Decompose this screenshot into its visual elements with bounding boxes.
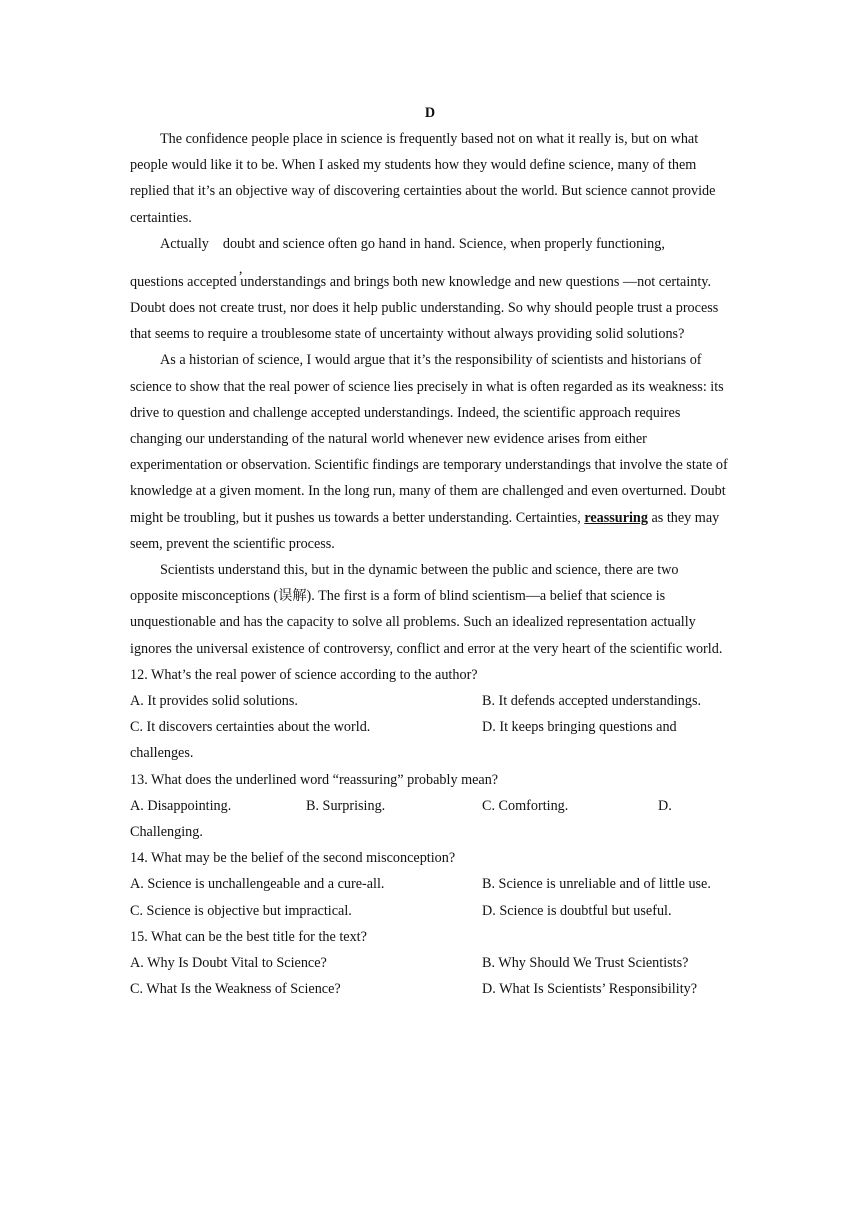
passage-paragraph-1: The confidence people place in science is frequently based not on what it really is, but on what people would like it to be. When I asked my students how they would define science, many of them replied that it’s an objective way of discovering certainties about the world. But science cannot provide certainties. (130, 131, 716, 226)
question-12-options-row-1 (130, 688, 730, 714)
paragraph-3-text: As a historian of science, I would argue that it’s the responsibility of scientists and historians of science to show that the real power of science lies precisely in what is often regarded as its weakness: its drive to question and challenge accepted understandings. Indeed, the scientific approach requires changing our understanding of the natural world whenever new evidence arises from either experimentation or observation. Scientific findings are temporary understandings that involve the state of knowledge at a given moment. In the long run, many of them are challenged and even overturned. Doubt might be troubling, but it pushes us towards a better understanding. Certainties, (130, 352, 728, 526)
paragraph-2-line1: doubt and science often go hand in hand. Science, when properly functioning, (222, 235, 665, 252)
question-12-option-a[interactable]: A. It provides solid solutions. (130, 693, 298, 710)
question-14-option-c[interactable]: C. Science is objective but impractical. (130, 902, 352, 919)
question-14-option-a[interactable]: A. Science is unchallengeable and a cure-all. (130, 876, 385, 893)
passage-paragraph-2: Actually , doubt and science often go hand in hand. Science, when properly functioning, (160, 235, 665, 277)
paragraph-2-continued: questions accepted understandings and brings both new knowledge and new questions —not certainty. Doubt does not create trust, nor does it help public understanding. So why should people trust a process that seems to require a troublesome state of uncertainty without always providing solid solutions? (130, 273, 719, 343)
passage-paragraph-3 (130, 347, 730, 557)
question-13-stem: 13. What does the underlined word “reassuring” probably mean? (130, 771, 499, 788)
question-15-option-a[interactable]: A. Why Is Doubt Vital to Science? (130, 955, 327, 972)
question-12-options-row-2 (130, 714, 730, 740)
passage-paragraph-4: Scientists understand this, but in the dynamic between the public and science, there are two opposite misconceptions (误解). The first is a form of blind scientism—a belief that science is unquestionable and has the capacity to solve all problems. Such an idealized representation actually ignores the universal existence of controversy, conflict and error at the very heart of the scientific world. (130, 562, 723, 657)
question-12-option-d[interactable]: D. It keeps bringing questions and (482, 719, 677, 736)
question-14-option-d[interactable]: D. Science is doubtful but useful. (482, 902, 672, 919)
paragraph-3-end: as they may seem, prevent the scientific process. (130, 509, 720, 552)
section-title: D (424, 105, 436, 121)
question-15-option-c[interactable]: C. What Is the Weakness of Science? (130, 981, 341, 998)
question-15-option-b[interactable]: B. Why Should We Trust Scientists? (482, 955, 689, 972)
question-15-stem: 15. What can be the best title for the text? (130, 928, 367, 945)
question-13-option-a[interactable]: A. Disappointing. (130, 797, 232, 814)
question-13-option-b[interactable]: B. Surprising. (306, 797, 386, 814)
underlined-keyword: reassuring (584, 509, 648, 526)
question-12-option-d-continued: challenges. (130, 745, 194, 762)
document-page (130, 100, 730, 1002)
question-15-option-d[interactable]: D. What Is Scientists’ Responsibility? (482, 981, 698, 998)
question-14-options-row-1 (130, 871, 730, 897)
question-14-option-b[interactable]: B. Science is unreliable and of little use. (482, 876, 711, 893)
question-13-options-row (130, 793, 730, 819)
question-14-options-row-2 (130, 898, 730, 924)
question-13-option-c[interactable]: C. Comforting. (482, 797, 569, 814)
question-15-options-row-1 (130, 950, 730, 976)
question-14-stem: 14. What may be the belief of the second misconception? (130, 850, 456, 867)
question-15-options-row-2 (130, 976, 730, 1002)
question-12-stem: 12. What’s the real power of science according to the author? (130, 666, 478, 683)
question-12-option-b[interactable]: B. It defends accepted understandings. (482, 693, 702, 710)
question-13-option-d[interactable]: D. (658, 797, 672, 814)
question-13-option-d-continued: Challenging. (130, 824, 203, 841)
question-12-option-c[interactable]: C. It discovers certainties about the world. (130, 719, 371, 736)
paragraph-2-start: Actually (160, 235, 209, 252)
